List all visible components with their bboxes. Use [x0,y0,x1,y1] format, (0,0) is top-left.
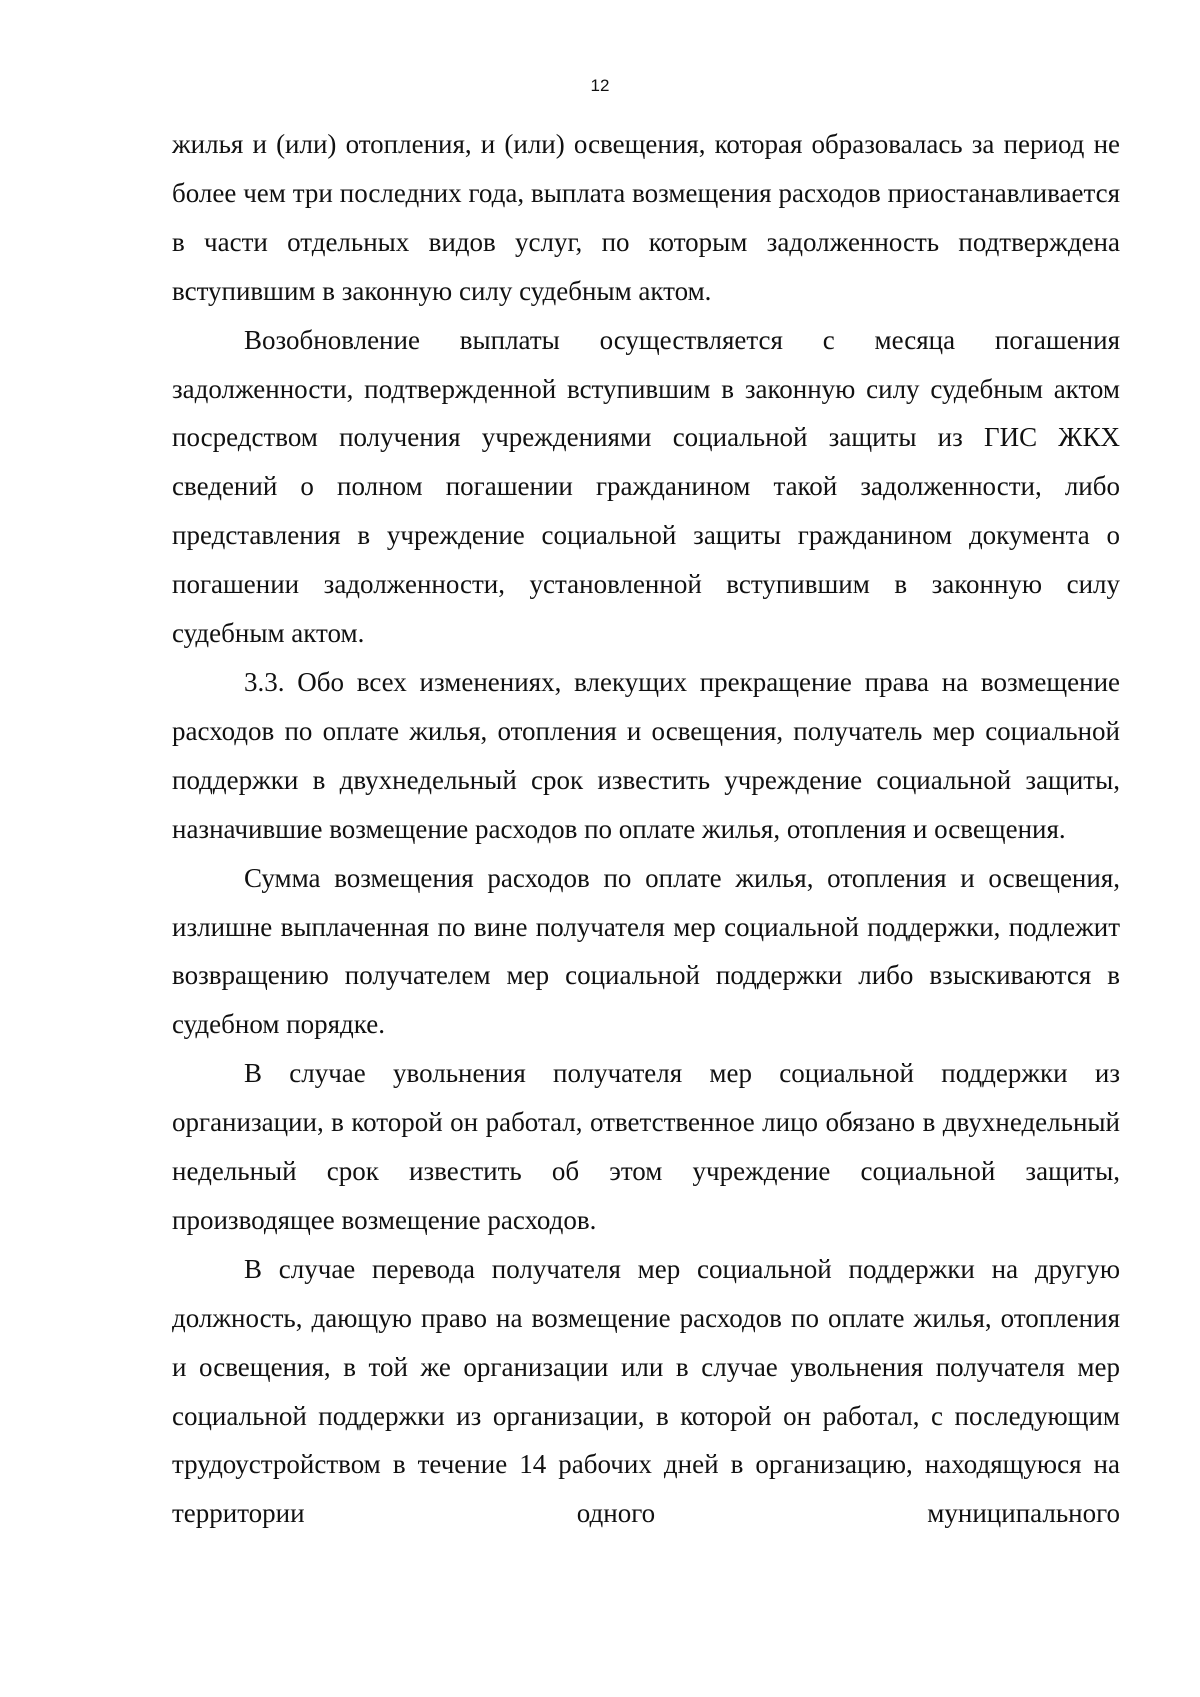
document-body [172,120,1120,1538]
paragraph-transfer-case: В случае перевода получателя мер социальной поддержки на другую должность, дающую право на возмещение расходов по оплате жилья, отопления и освещения, в той же организации или в случае увольнения получателя мер социальной поддержки из организации, в которой он работал, с последующим трудоустройством в течение 14 рабочих дней в организацию, находящуюся на территории одного муниципального [172,1253,1120,1529]
paragraph-payment-resumption: Возобновление выплаты осуществляется с месяца погашения задолженности, подтвержденной вступившим в законную силу судебным актом посредством получения учреждениями социальной защиты из ГИС ЖКХ сведений о полном погашении гражданином такой задолженности, либо представления в учреждение социальной защиты гражданином документа о погашении задолженности, установленной вступившим в законную силу судебным актом. [172,324,1120,649]
paragraph-overpayment-return: Сумма возмещения расходов по оплате жилья, отопления и освещения, излишне выплаченная по вине получателя мер социальной поддержки, подлежит возвращению получателем мер социальной поддержки либо взыскиваются в судебном порядке. [172,862,1120,1040]
paragraph-section-3-3: 3.3. Обо всех изменениях, влекущих прекращение права на возмещение расходов по оплате жилья, отопления и освещения, получатель мер социальной поддержки в двухнедельный срок известить учреждение социальной защиты, назначившие возмещение расходов по оплате жилья, отопления и освещения. [172,666,1120,844]
paragraph-dismissal-notice: В случае увольнения получателя мер социальной поддержки из организации, в которой он работал, ответственное лицо обязано в двухнедельный недельный срок известить об этом учреждение социальной защиты, производящее возмещение расходов. [172,1058,1120,1235]
paragraph-continuation: жилья и (или) отопления, и (или) освещения, которая образовалась за период не более чем три последних года, выплата возмещения расходов приостанавливается в части отдельных видов услуг, по которым задолженность подтверждена вступившим в законную силу судебным актом. [172,129,1120,306]
page-number: 12 [590,76,610,95]
